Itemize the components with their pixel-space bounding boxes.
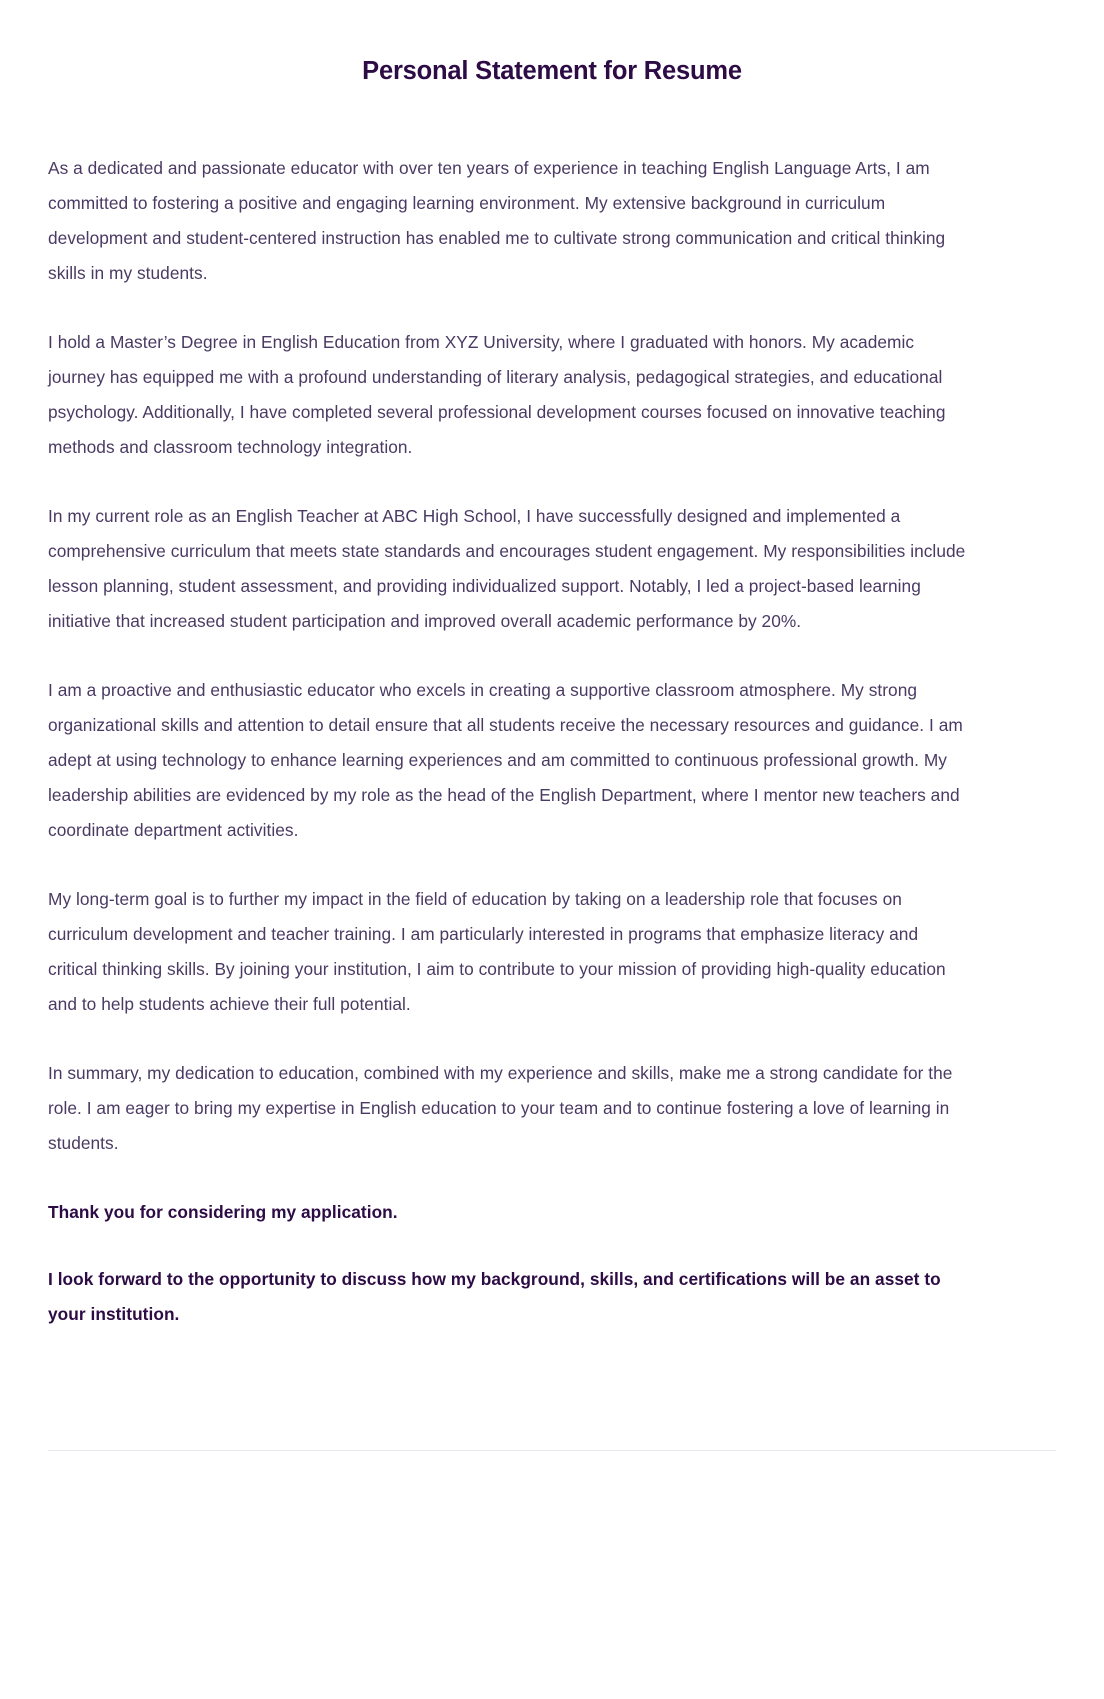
paragraph-education: I hold a Master’s Degree in English Education from XYZ University, where I graduated with honors. My academic journey has equipped me with a profound understanding of literary analysis, pedagogical strategies, and educational psychology. Additionally, I have completed several professional development courses focused on innovative teaching methods and classroom technology integration. — [48, 331, 946, 457]
paragraph-closing-statement: I look forward to the opportunity to discuss how my background, skills, and certifications will be an asset to your institution. — [48, 1268, 941, 1324]
document-body — [0, 87, 1104, 1332]
page-title: Personal Statement for Resume — [362, 57, 742, 85]
paragraph-intro: As a dedicated and passionate educator with over ten years of experience in teaching English Language Arts, I am committed to fostering a positive and engaging learning environment. My extensive background in curriculum development and student-centered instruction has enabled me to cultivate strong communication and critical thinking skills in my students. — [48, 157, 946, 283]
footer-divider — [48, 1450, 1056, 1451]
paragraph-thank-you: Thank you for considering my application. — [48, 1201, 398, 1222]
paragraph-current-role: In my current role as an English Teacher at ABC High School, I have successfully designed and implemented a comprehensive curriculum that meets state standards and encourages student engagement. My responsibilities include lesson planning, student assessment, and providing individualized support. Notably, I led a project-based learning initiative that increased student participation and improved overall academic performance by 20%. — [48, 505, 966, 631]
paragraph-summary: In summary, my dedication to education, combined with my experience and skills, make me a strong candidate for the role. I am eager to bring my expertise in English education to your team and to continue fostering a love of learning in students. — [48, 1062, 953, 1153]
paragraph-strengths: I am a proactive and enthusiastic educator who excels in creating a supportive classroom atmosphere. My strong organizational skills and attention to detail ensure that all students receive the necessary resources and guidance. I am adept at using technology to enhance learning experiences and am committed to continuous professional growth. My leadership abilities are evidenced by my role as the head of the English Department, where I mentor new teachers and coordinate department activities. — [48, 679, 963, 840]
paragraph-goals: My long-term goal is to further my impact in the field of education by taking on a leadership role that focuses on curriculum development and teacher training. I am particularly interested in programs that emphasize literacy and critical thinking skills. By joining your institution, I aim to contribute to your mission of providing high-quality education and to help students achieve their full potential. — [48, 888, 946, 1014]
